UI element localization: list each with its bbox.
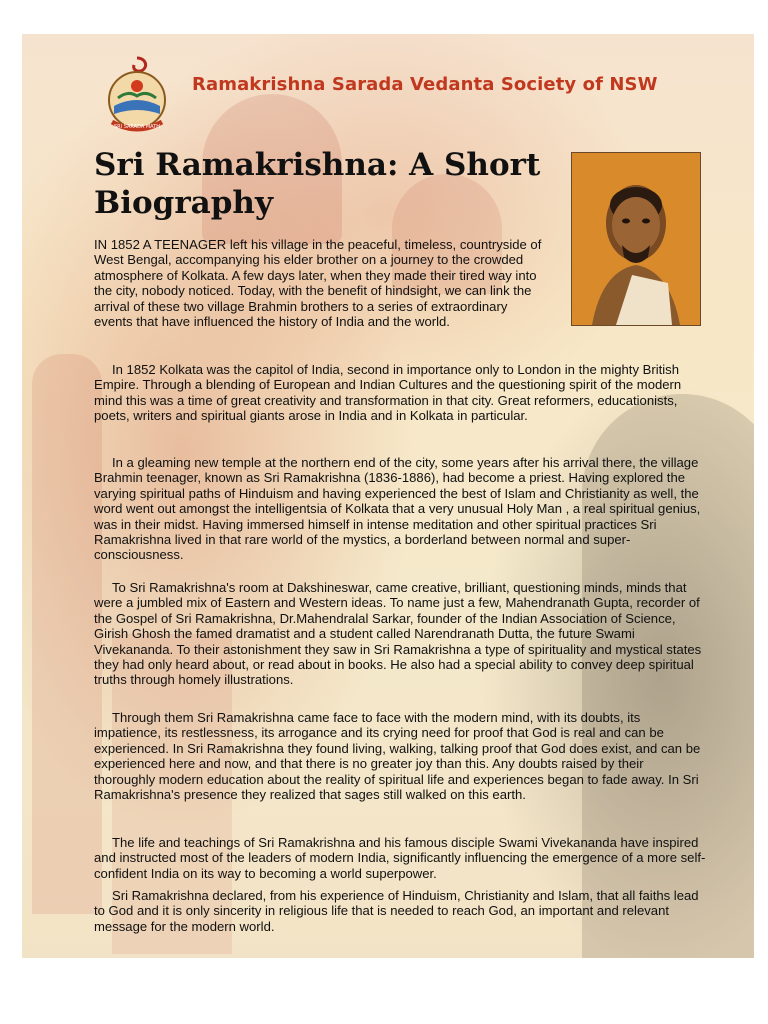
page-title: Sri Ramakrishna: A Short Biography [94, 147, 541, 221]
society-emblem-icon [104, 56, 170, 134]
paragraph-4: To Sri Ramakrishna's room at Dakshineswar, came creative, brilliant, questioning minds, minds that were a jumbled mix of Eastern and Western ideas. To name just a few, Mahendranath Gupta, recorder of the Gospel of Sri Ramakrishna, Dr.Mahendralal Sarkar, founder of the Indian Association of Science, Girish Ghosh the famed dramatist and a student called Narendranath Dutta, the future Swami Vivekananda. To their astonishment they saw in Sri Ramakrishna a type of spirituality and mystical states they had only heard about, or read about in books. He also had a special ability to convey deep spiritual truths through homely illustrations. [94, 580, 702, 688]
paragraph-1: IN 1852 A TEENAGER left his village in the peaceful, timeless, countryside of West Bengal, accompanying his elder brother on a journey to the crowded atmosphere of Kolkata. A few days later, when they made their tired way into the city, nobody noticed. Today, with the benefit of hindsight, we can link the arrival of these two village Brahmin brothers to a series of extraordinary events that have influenced the history of India and the world. [94, 237, 542, 330]
svg-text:SRI SARADA MATH: SRI SARADA MATH [113, 124, 161, 130]
society-name: Ramakrishna Sarada Vedanta Society of NSW [192, 74, 658, 95]
paragraph-6: The life and teachings of Sri Ramakrishna and his famous disciple Swami Vivekananda have inspired and instructed most of the leaders of modern India, significantly influencing the emergence of a more self-confident India on its way to becoming a world superpower. [94, 835, 706, 881]
paragraph-2: In 1852 Kolkata was the capitol of India, second in importance only to London in the mighty British Empire. Through a blending of European and Indian Cultures and the questioning spirit of the modern mind this was a time of great creativity and transformation in that city. Great reformers, educationists, poets, writers and spiritual giants arose in India and in Kolkata in particular. [94, 362, 682, 424]
paragraph-5: Through them Sri Ramakrishna came face to face with the modern mind, with its doubts, its impatience, its restlessness, its arrogance and its crying need for proof that God is real and can be experienced. In Sri Ramakrishna they found living, walking, talking proof that God does exist, and can be experienced here and now, and that there is no greater joy than this. Any doubts raised by their thoroughly modern education about the reality of spiritual life and experiences began to fade away. In Sri Ramakrishna's presence they realized that sages still walked on this earth. [94, 710, 701, 803]
paragraph-3: In a gleaming new temple at the northern end of the city, some years after his arrival there, the village Brahmin teenager, known as Sri Ramakrishna (1836-1886), had become a priest. Having explored the varying spiritual paths of Hinduism and having experienced the best of Islam and Christianity as well, the word went out amongst the intelligentsia of Kolkata that a very unusual Holy Man , a real spiritual genius, was in their midst. Having immersed himself in intense meditation and other spiritual practices Sri Ramakrishna lived in that rare world of the mystics, a borderland between normal and super-consciousness. [94, 455, 701, 563]
paragraph-7: Sri Ramakrishna declared, from his experience of Hinduism, Christianity and Islam, that all faiths lead to God and it is only sincerity in religious life that is needed to reach God, an important and relevant message for the modern world. [94, 888, 699, 934]
background-temple-tower [32, 354, 102, 914]
document-page [22, 34, 754, 958]
ramakrishna-portrait [571, 152, 701, 326]
